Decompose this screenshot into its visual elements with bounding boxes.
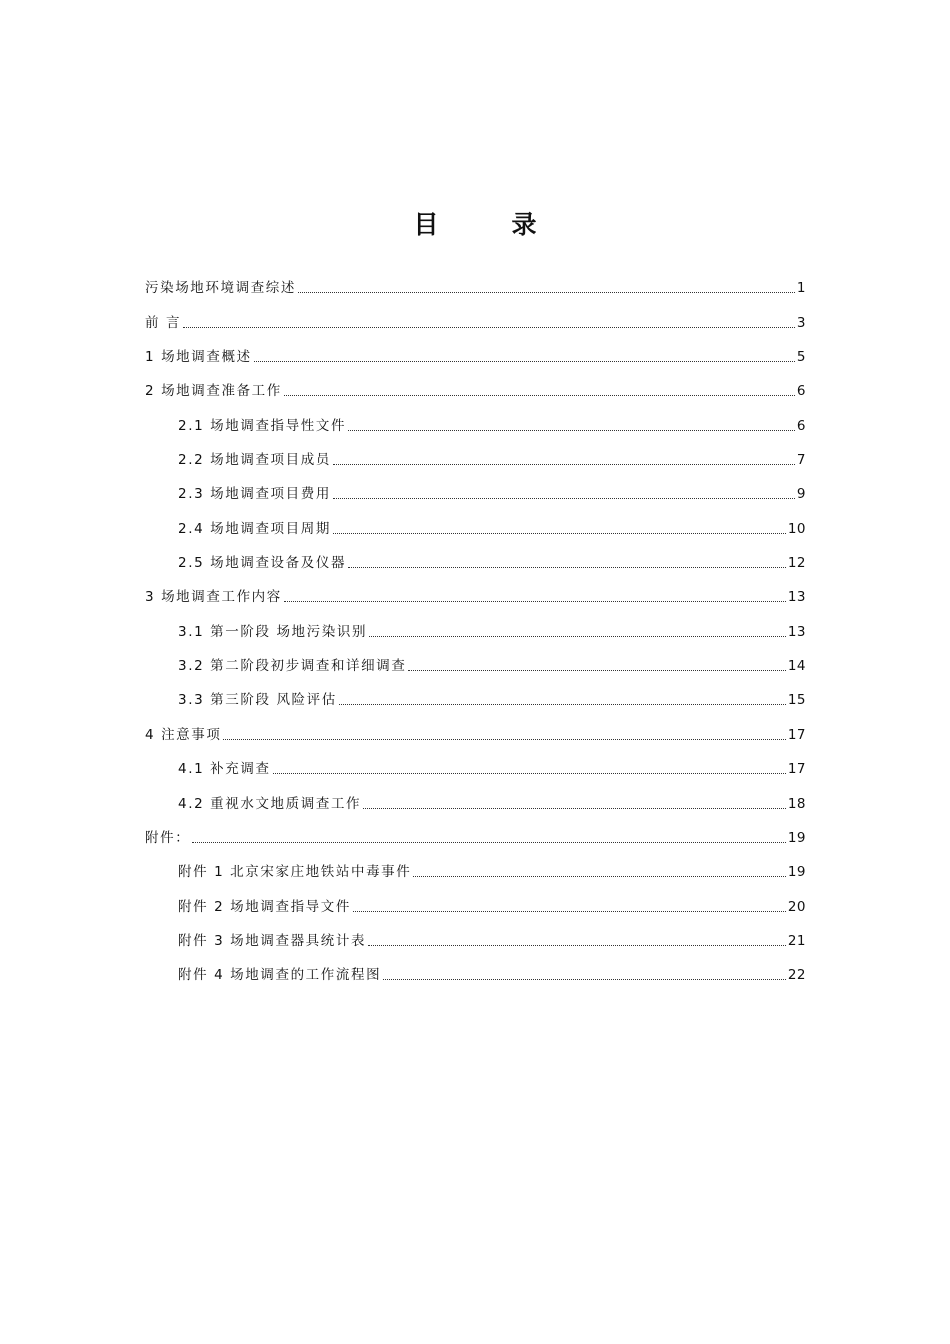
toc-entry[interactable] xyxy=(145,332,806,366)
toc-dot-leader xyxy=(333,533,786,534)
toc-dot-leader xyxy=(284,601,786,602)
toc-dot-leader xyxy=(383,979,786,980)
toc-entry[interactable] xyxy=(145,366,806,400)
toc-entry[interactable] xyxy=(145,675,806,709)
toc-entry-label: 2.3 场地调查项目费用 xyxy=(178,486,331,503)
toc-entry-page-number: 5 xyxy=(796,349,806,366)
toc-entry[interactable] xyxy=(145,435,806,469)
toc-entry-page-number: 10 xyxy=(787,520,806,537)
toc-entry[interactable] xyxy=(145,572,806,606)
toc-dot-leader xyxy=(273,773,786,774)
toc-entry-page-number: 20 xyxy=(787,898,806,915)
toc-entry[interactable] xyxy=(145,263,806,297)
toc-entry-label: 3 场地调查工作内容 xyxy=(145,589,282,606)
toc-dot-leader xyxy=(363,808,786,809)
toc-entry-page-number: 19 xyxy=(787,864,806,881)
toc-entry[interactable] xyxy=(145,469,806,503)
toc-entry-label: 附件 2 场地调查指导文件 xyxy=(178,898,351,915)
toc-entry[interactable] xyxy=(145,297,806,331)
toc-entry-label: 前 言 xyxy=(145,314,182,331)
toc-entry-label: 2.4 场地调查项目周期 xyxy=(178,520,331,537)
toc-entry[interactable] xyxy=(145,503,806,537)
toc-entry-label: 1 场地调查概述 xyxy=(145,349,252,366)
toc-dot-leader xyxy=(368,945,786,946)
toc-list xyxy=(145,263,806,984)
toc-entry-label: 4 注意事项 xyxy=(145,726,222,743)
toc-entry-page-number: 7 xyxy=(796,452,806,469)
toc-entry-label: 2 场地调查准备工作 xyxy=(145,383,282,400)
toc-entry[interactable] xyxy=(145,606,806,640)
toc-entry-page-number: 14 xyxy=(787,658,806,675)
toc-entry[interactable] xyxy=(145,400,806,434)
toc-entry-label: 3.3 第三阶段 风险评估 xyxy=(178,692,337,709)
toc-entry-label: 4.2 重视水文地质调查工作 xyxy=(178,795,362,812)
toc-entry-page-number: 22 xyxy=(787,967,806,984)
toc-entry-page-number: 6 xyxy=(796,417,806,434)
toc-entry-page-number: 1 xyxy=(796,280,806,297)
toc-entry-label: 污染场地环境调查综述 xyxy=(145,280,296,297)
toc-entry[interactable] xyxy=(145,744,806,778)
toc-entry-label: 3.2 第二阶段初步调查和详细调查 xyxy=(178,658,407,675)
toc-entry[interactable] xyxy=(145,881,806,915)
toc-dot-leader xyxy=(183,327,795,328)
toc-title: 目 录 xyxy=(413,210,561,239)
toc-entry[interactable] xyxy=(145,813,806,847)
toc-entry-page-number: 15 xyxy=(787,692,806,709)
toc-entry-page-number: 18 xyxy=(787,795,806,812)
toc-entry[interactable] xyxy=(145,641,806,675)
toc-entry[interactable] xyxy=(145,847,806,881)
toc-dot-leader xyxy=(348,430,795,431)
toc-entry-page-number: 9 xyxy=(796,486,806,503)
toc-entry-page-number: 3 xyxy=(796,314,806,331)
toc-entry-label: 附件 3 场地调查器具统计表 xyxy=(178,932,367,949)
toc-entry[interactable] xyxy=(145,778,806,812)
toc-entry-label: 4.1 补充调查 xyxy=(178,761,271,778)
toc-entry[interactable] xyxy=(145,709,806,743)
toc-dot-leader xyxy=(353,911,786,912)
toc-entry[interactable] xyxy=(145,538,806,572)
toc-entry-page-number: 21 xyxy=(787,932,806,949)
toc-dot-leader xyxy=(369,636,786,637)
toc-entry-label: 附件 4 场地调查的工作流程图 xyxy=(178,967,382,984)
toc-dot-leader xyxy=(348,567,786,568)
toc-entry-label: 附件 1 北京宋家庄地铁站中毒事件 xyxy=(178,864,412,881)
toc-entry-page-number: 19 xyxy=(787,829,806,846)
toc-entry-label: 2.5 场地调查设备及仪器 xyxy=(178,555,347,572)
toc-dot-leader xyxy=(413,876,785,877)
toc-entry-page-number: 13 xyxy=(787,623,806,640)
toc-entry-page-number: 6 xyxy=(796,383,806,400)
toc-entry[interactable] xyxy=(145,950,806,984)
toc-entry-page-number: 12 xyxy=(787,555,806,572)
toc-entry-page-number: 17 xyxy=(787,761,806,778)
toc-entry-page-number: 13 xyxy=(787,589,806,606)
toc-entry-label: 2.1 场地调查指导性文件 xyxy=(178,417,347,434)
toc-entry[interactable] xyxy=(145,916,806,950)
toc-dot-leader xyxy=(333,498,795,499)
toc-dot-leader xyxy=(284,395,795,396)
toc-entry-label: 附件： xyxy=(145,829,191,846)
toc-dot-leader xyxy=(254,361,795,362)
toc-dot-leader xyxy=(339,704,786,705)
toc-entry-page-number: 17 xyxy=(787,726,806,743)
toc-entry-label: 2.2 场地调查项目成员 xyxy=(178,452,331,469)
toc-entry-label: 3.1 第一阶段 场地污染识别 xyxy=(178,623,368,640)
toc-dot-leader xyxy=(408,670,785,671)
toc-dot-leader xyxy=(223,739,785,740)
toc-dot-leader xyxy=(192,842,786,843)
toc-dot-leader xyxy=(298,292,795,293)
toc-dot-leader xyxy=(333,464,795,465)
